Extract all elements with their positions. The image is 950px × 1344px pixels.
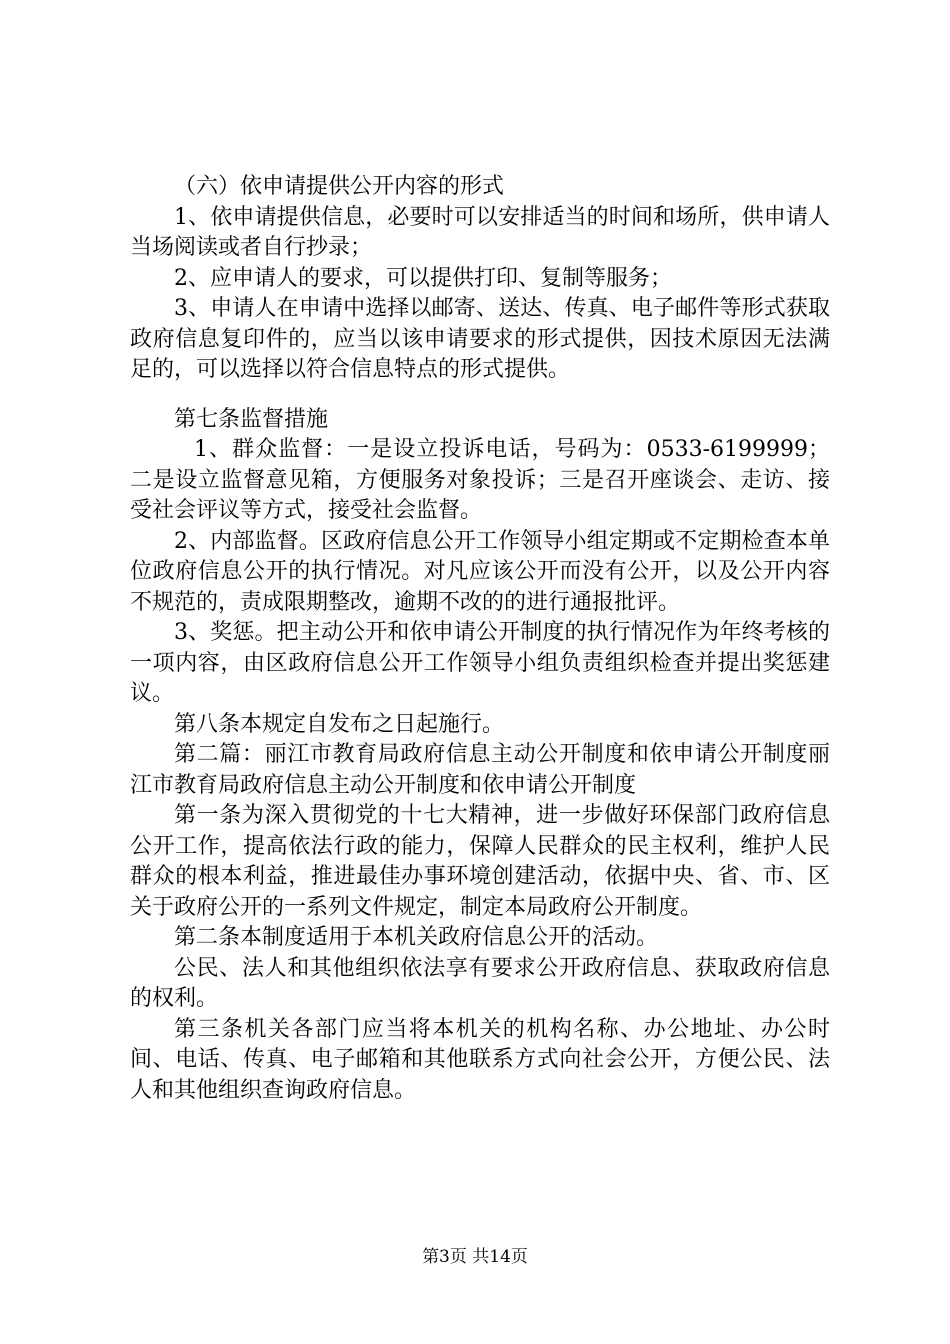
chapter-2-title: 第二篇：丽江市教育局政府信息主动公开制度和依申请公开制度丽江市教育局政府信息主动公开制度和依申请公开制度 [130, 742, 830, 798]
article-1: 第一条为深入贯彻党的十七大精神，进一步做好环保部门政府信息公开工作，提高依法行政的能力，保障人民群众的民主权利，维护人民群众的根本利益，推进最佳办事环境创建活动，依据中央、省、市、区关于政府公开的一系列文件规定，制定本局政府公开制度。 [130, 803, 830, 920]
paragraph-item-2: 2、应申请人的要求，可以提供打印、复制等服务； [174, 265, 672, 291]
paragraph-item-3: 3、申请人在申请中选择以邮寄、送达、传真、电子邮件等形式获取政府信息复印件的，应当以该申请要求的形式提供，因技术原因无法满足的，可以选择以符合信息特点的形式提供。 [130, 296, 830, 382]
article-2: 第二条本制度适用于本机关政府信息公开的活动。 [174, 925, 659, 950]
paragraph-internal-supervision: 2、内部监督。区政府信息公开工作领导小组定期或不定期检查本单位政府信息公开的执行情况。对凡应该公开而没有公开，以及公开内容不规范的，责成限期整改，逾期不改的的进行通报批评。 [130, 528, 830, 615]
article-3: 第三条机关各部门应当将本机关的机构名称、办公地址、办公时间、电话、传真、电子邮箱和其他联系方式向社会公开，方便公民、法人和其他组织查询政府信息。 [130, 1016, 830, 1103]
page-number-footer: 第3页 共14页 [422, 1247, 528, 1267]
article-8: 第八条本规定自发布之日起施行。 [174, 711, 505, 737]
paragraph-public-supervision: 1、群众监督：一是设立投诉电话，号码为：0533-6199999；二是设立监督意见箱，方便服务对象投诉；三是召开座谈会、走访、接受社会评议等方式，接受社会监督。 [130, 437, 830, 523]
paragraph-rewards-penalties: 3、奖惩。把主动公开和依申请公开制度的执行情况作为年终考核的一项内容，由区政府信息公开工作领导小组负责组织检查并提出奖惩建议。 [130, 620, 830, 706]
article-7-heading: 第七条监督措施 [174, 406, 329, 432]
paragraph-citizen-rights: 公民、法人和其他组织依法享有要求公开政府信息、获取政府信息的权利。 [130, 955, 830, 1011]
section-heading-application-form: （六）依申请提供公开内容的形式 [174, 174, 505, 199]
paragraph-item-1: 1、依申请提供信息，必要时可以安排适当的时间和场所，供申请人当场阅读或者自行抄录； [130, 204, 830, 260]
document-body [130, 172, 830, 1106]
